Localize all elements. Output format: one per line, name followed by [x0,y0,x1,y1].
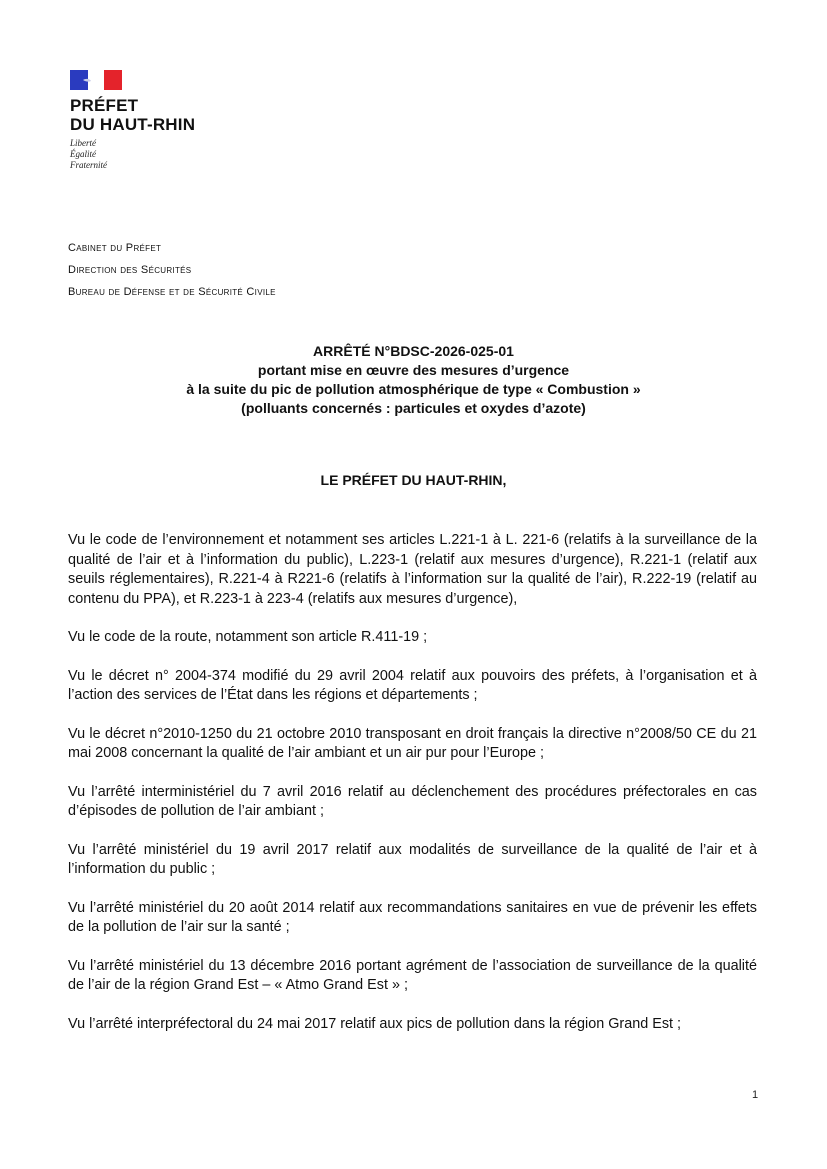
paragraph: Vu l’arrêté interministériel du 7 avril 2016 relatif au déclenchement des procédures préfectorales en cas d’épisodes de pollution de l’air ambiant ; [68,783,757,819]
document-body [68,531,757,1053]
paragraph: Vu le code de la route, notamment son article R.411-19 ; [68,629,428,645]
paragraph: Vu l’arrêté ministériel du 19 avril 2017 relatif aux modalités de surveillance de la qualité de l’air et à l’information du public ; [68,841,757,877]
republic-motto: Liberté Égalité Fraternité [70,138,107,170]
service-line: Bureau de Défense et de Sécurité Civile [68,286,276,298]
authority-heading: LE PRÉFET DU HAUT-RHIN, [320,472,507,488]
paragraph: Vu le code de l’environnement et notamment ses articles L.221-1 à L. 221-6 (relatifs à la surveillance de la qualité de l’air et à l’information du public), L.223-1 (relatif aux mesures d’urgence), R.221-1 (relatif aux seuils réglementaires), R.221-4 à R221-6 (relatifs à l’information sur la qualité de l’air), R.222-19 (relatif au contenu du PPA), et R.223-1 à 223-4 (relatifs aux mesures d’urgence), [68,532,757,607]
paragraph: Vu l’arrêté ministériel du 20 août 2014 relatif aux recommandations sanitaires en vue de prévenir les effets de la pollution de l’air sur la santé ; [68,899,757,935]
paragraph: Vu l’arrêté ministériel du 13 décembre 2016 portant agrément de l’association de surveillance de la qualité de l’air de la région Grand Est – « Atmo Grand Est » ; [68,957,757,993]
paragraph: Vu l’arrêté interpréfectoral du 24 mai 2017 relatif aux pics de pollution dans la région Grand Est ; [68,1015,682,1032]
paragraph: Vu le décret n° 2004-374 modifié du 29 avril 2004 relatif aux pouvoirs des préfets, à l’organisation et à l’action des services de l’État dans les régions et départements ; [68,667,757,703]
prefecture-logo [70,70,230,171]
service-line: Direction des Sécurités [68,264,192,276]
logo-title: PRÉFET DU HAUT-RHIN [70,96,196,134]
document-title: ARRÊTÉ N°BDSC-2026-025-01 portant mise en œuvre des mesures d’urgence à la suite du pic de pollution atmosphérique de type « Combustion » (polluants concernés : particules et oxydes d’azote) [186,343,641,416]
issuing-services [68,240,276,306]
service-line: Cabinet du Préfet [68,242,162,254]
page-number: 1 [752,1089,759,1101]
paragraph: Vu le décret n°2010-1250 du 21 octobre 2010 transposant en droit français la directive n°2008/50 CE du 21 mai 2008 concernant la qualité de l’air ambiant et un air pur pour l’Europe ; [68,725,757,761]
marianne-flag-icon [70,70,122,90]
